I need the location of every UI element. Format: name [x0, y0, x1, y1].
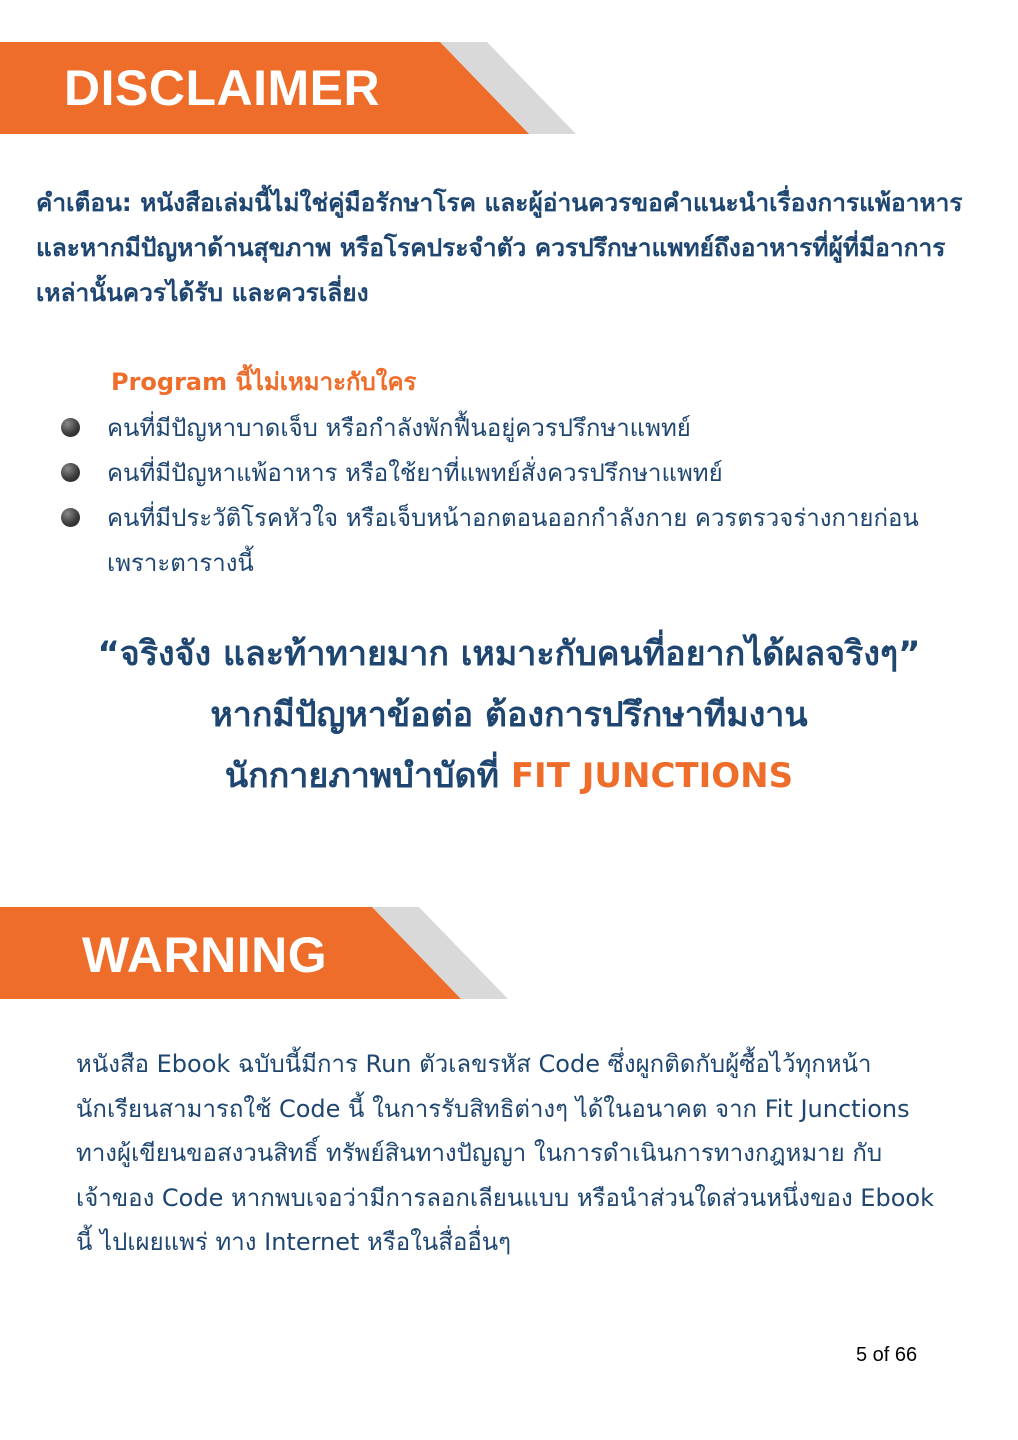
quote-line-1: “จริงจัง และท้าทายมาก เหมาะกับคนที่อยากได้ผลจริงๆ” [97, 634, 921, 674]
disclaimer-title: DISCLAIMER [64, 60, 381, 116]
brand-name: FIT JUNCTIONS [510, 756, 794, 796]
quote-line-3 [0, 747, 1018, 805]
program-heading: Program นี้ไม่เหมาะกับใคร [111, 368, 417, 396]
list-item [0, 451, 967, 496]
list-item-text: คนที่มีปัญหาบาดเจ็บ หรือกำลังพักฟื้นอยู่ควรปรึกษาแพทย์ [107, 414, 691, 442]
program-list [0, 406, 1018, 586]
quote-block [0, 625, 1018, 808]
bullet-dot-icon [61, 463, 80, 482]
page-number: 5 of 66 [856, 1344, 918, 1366]
list-item [0, 496, 967, 586]
list-item-text: คนที่มีปัญหาแพ้อาหาร หรือใช้ยาที่แพทย์สั่งควรปรึกษาแพทย์ [107, 459, 723, 487]
quote-line-2: หากมีปัญหาข้อต่อ ต้องการปรึกษาทีมงาน [210, 695, 808, 735]
list-item-text: คนที่มีประวัติโรคหัวใจ หรือเจ็บหน้าอกตอนออกกำลังกาย ควรตรวจร่างกายก่อน เพราะตารางนี้ [107, 504, 919, 577]
warning-title: WARNING [82, 927, 328, 983]
disclaimer-text: คำเตือน: หนังสือเล่มนี้ไม่ใช่คู่มือรักษาโรค และผู้อ่านควรขอคำแนะนำเรื่องการแพ้อาหาร และหากมีปัญหาด้านสุขภาพ หรือโรคประจำตัว ควรปรึกษาแพทย์ถึงอาหารที่ผู้ที่มีอาการ เหล่านั้นควรได้รับ และควรเลี่ยง [36, 188, 963, 307]
quote-line-3-prefix: นักกายภาพบำบัดที่ [224, 756, 511, 796]
warning-banner [0, 907, 512, 999]
bullet-dot-icon [61, 508, 80, 527]
warning-text: หนังสือ Ebook ฉบับนี้มีการ Run ตัวเลขรหัส Code ซึ่งผูกติดกับผู้ซื้อไว้ทุกหน้า นักเรียนสามารถใช้ Code นี้ ในการรับสิทธิต่างๆ ได้ในอนาคต จาก Fit Junctions ทางผู้เขียนขอสงวนสิทธิ์ ทรัพย์สินทางปัญญา ในการดำเนินการทางกฎหมาย กับเจ้าของ Code หากพบเจอว่ามีการลอกเลียนแบบ หรือนำส่วนใดส่วนหนึ่งของ Ebook นี้ ไปเผยแพร่ ทาง Internet หรือในสื่ออื่นๆ [76, 1050, 934, 1256]
list-item [0, 406, 967, 451]
disclaimer-banner [0, 42, 580, 134]
bullet-dot-icon [61, 418, 80, 437]
